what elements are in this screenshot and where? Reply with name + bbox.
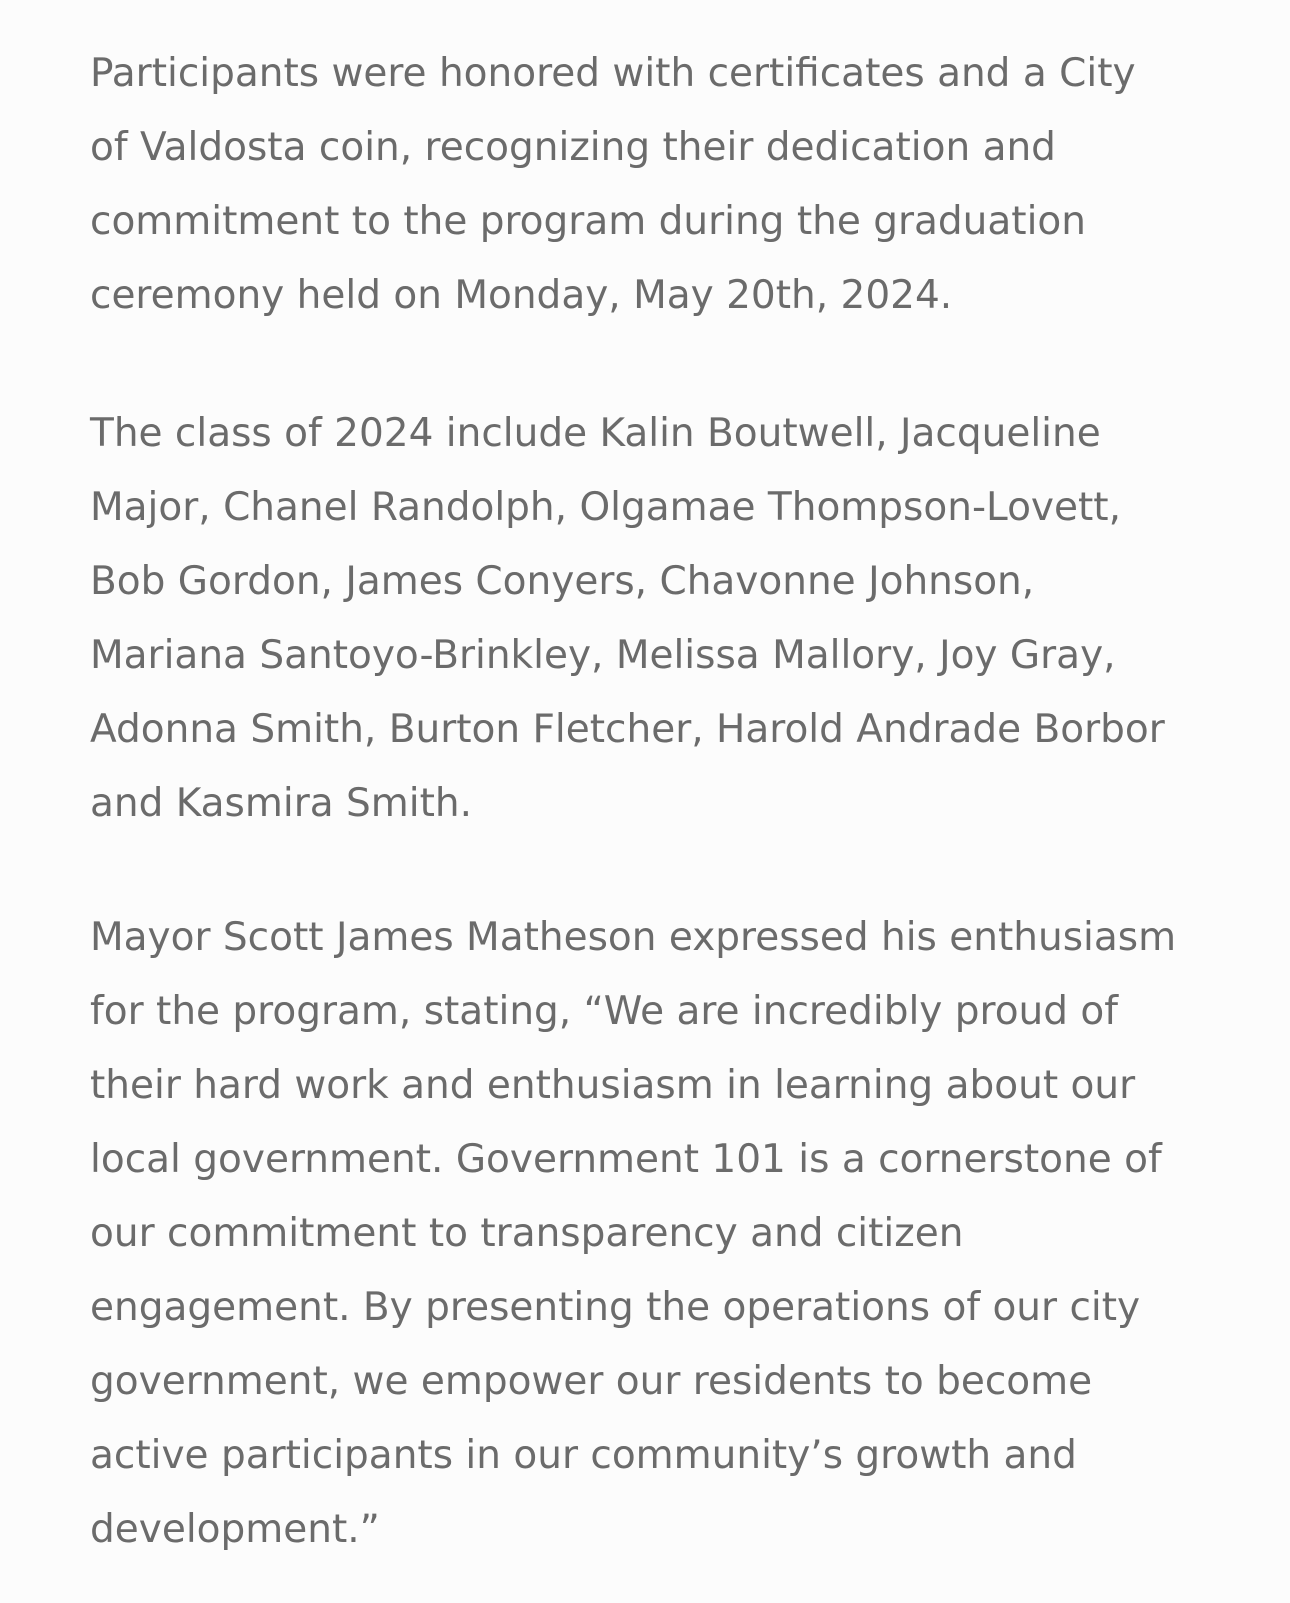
paragraph-class-of-2024: The class of 2024 include Kalin Boutwell, Jacqueline Major, Chanel Randolph, Olgamae Thompson-Lovett, Bob Gordon, James Conyers, Chavonne Johnson, Mariana Santoyo-Brinkley, Melissa Mallory, Joy Gray, Adonna Smith, Burton Fletcher, Harold Andrade Borbor and Kasmira Smith. (90, 411, 1165, 826)
paragraph-graduation-ceremony: Participants were honored with certificates and a City of Valdosta coin, recognizing their dedication and commitment to the program during the graduation ceremony held on Monday, May 20th, 2024. (90, 51, 1136, 318)
paragraph-mayor-quote: Mayor Scott James Matheson expressed his enthusiasm for the program, stating, “We are incredibly proud of their hard work and enthusiasm in learning about our local government. Government 101 is a cornerstone of our commitment to transparency and citizen engagement. By presenting the operations of our city government, we empower our residents to become active participants in our community’s growth and development.” (90, 915, 1177, 1552)
